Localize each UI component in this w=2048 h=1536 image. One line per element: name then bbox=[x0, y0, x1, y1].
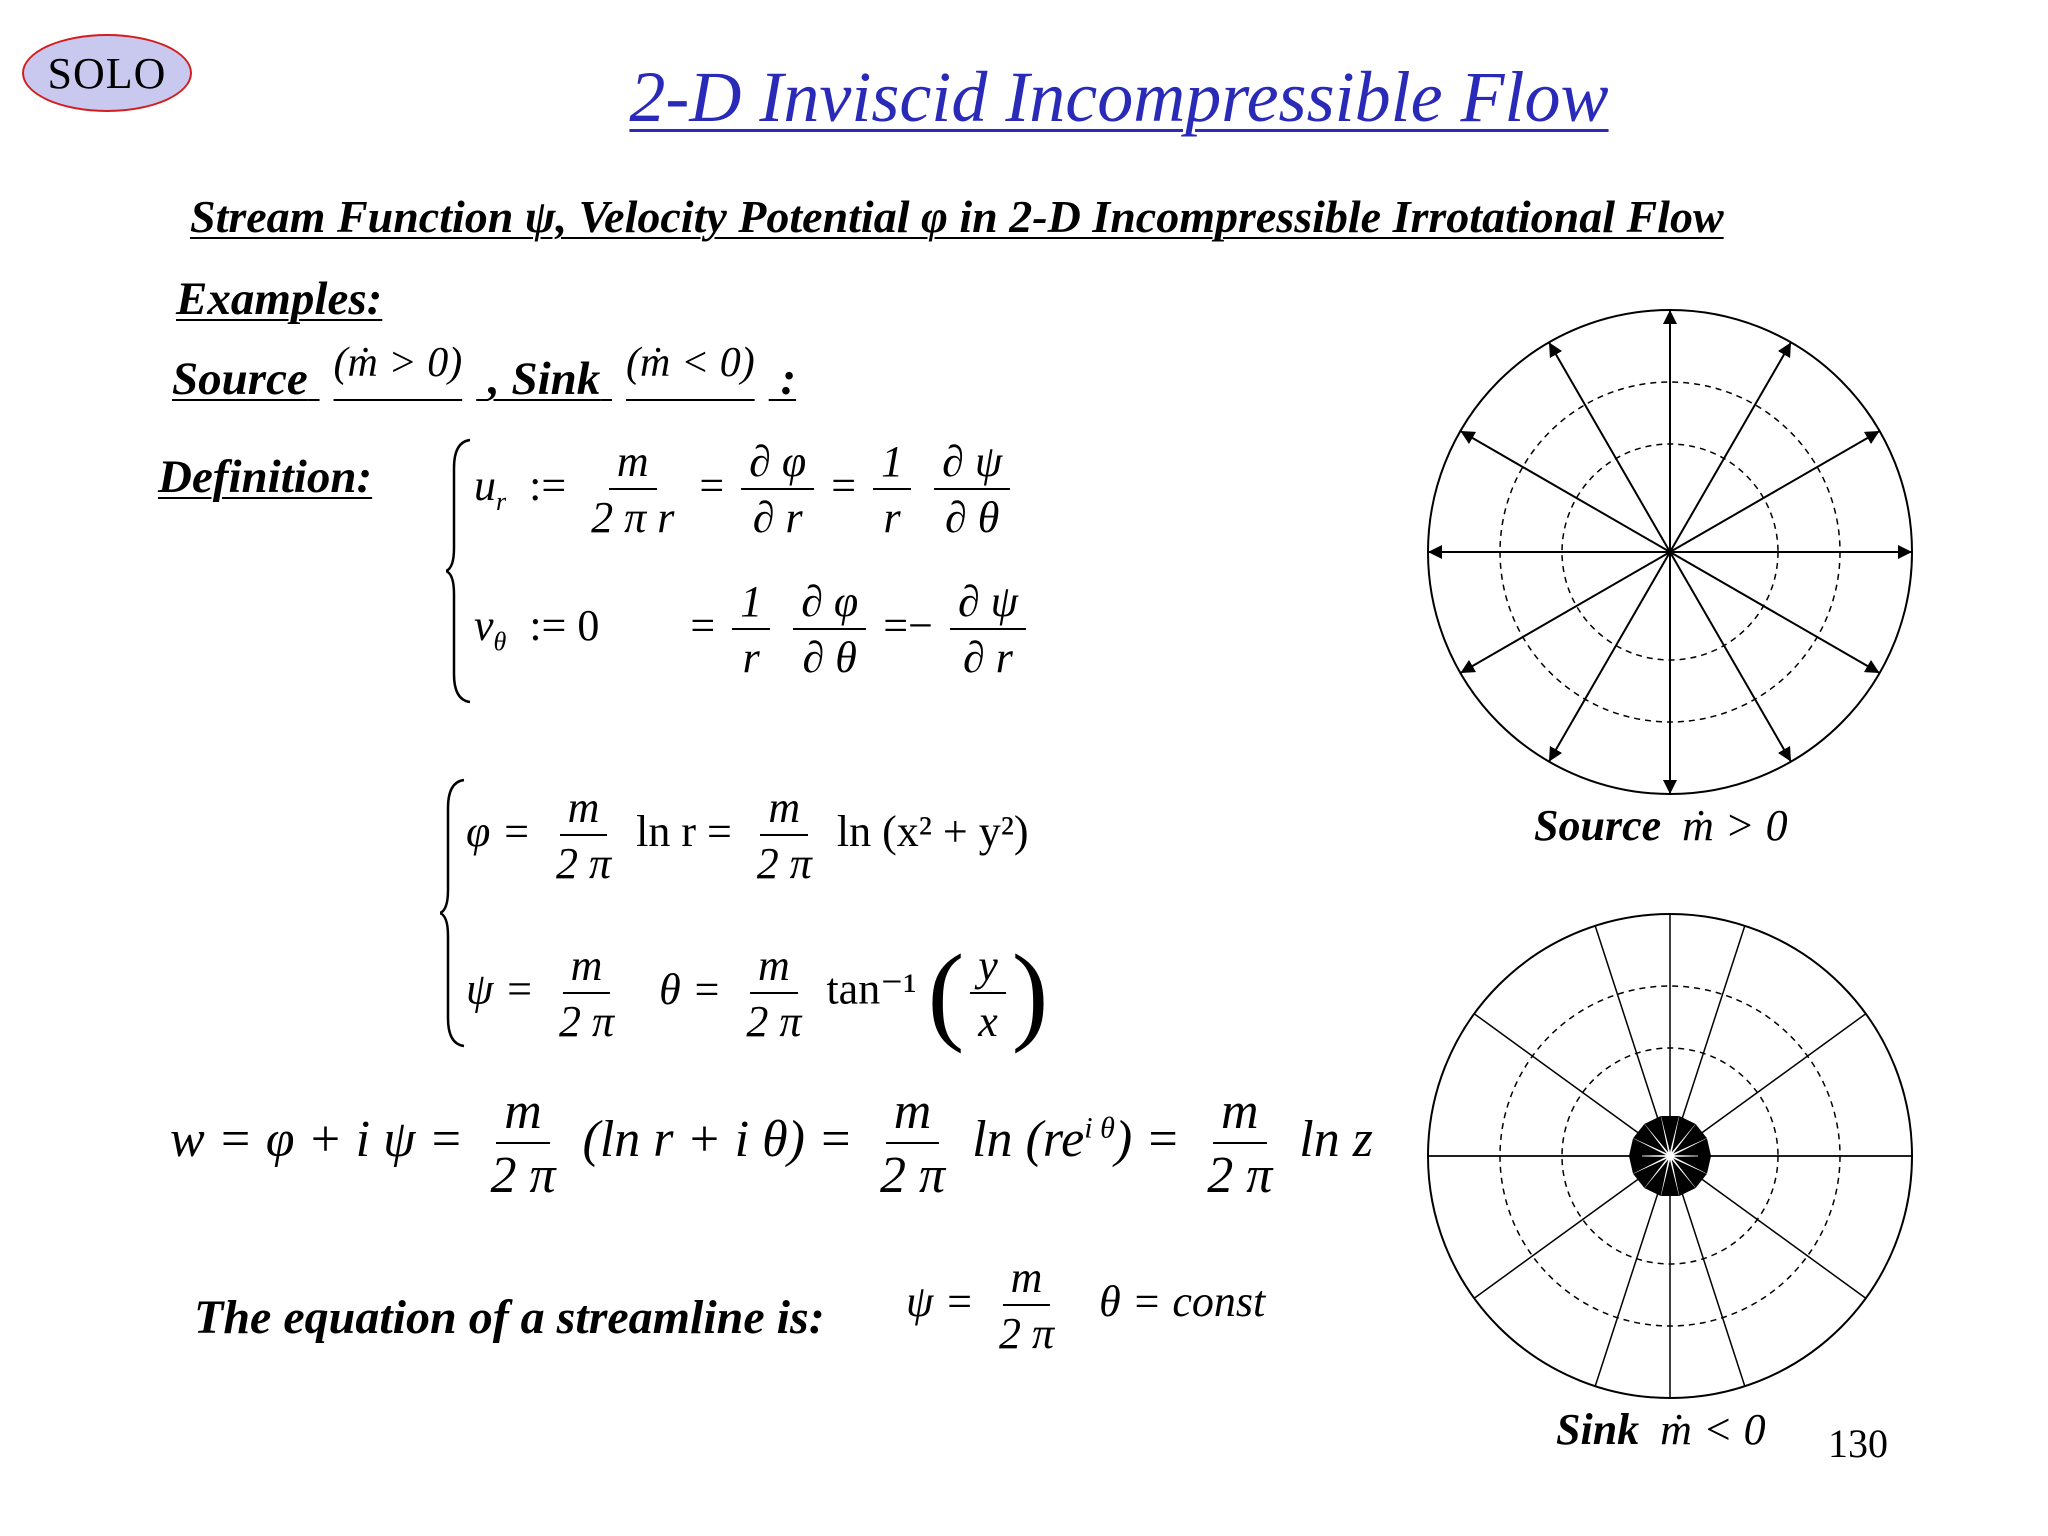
num: ∂ φ bbox=[741, 440, 814, 490]
num: m bbox=[1003, 1256, 1051, 1306]
den: 2 π bbox=[746, 996, 802, 1046]
sink-ray bbox=[1595, 1183, 1661, 1387]
sink-diagram bbox=[1420, 906, 1920, 1406]
den: 2 π bbox=[1207, 1147, 1273, 1204]
phi-fraction-2 bbox=[749, 783, 820, 888]
vtheta-assign: := 0 bbox=[529, 601, 600, 651]
ur-fraction-m-2pir bbox=[583, 437, 682, 542]
ur-fraction-1-r bbox=[873, 437, 911, 542]
den: 2 π bbox=[556, 839, 612, 888]
psi-fraction-y-x bbox=[970, 940, 1006, 1046]
phi-mid: ln r = bbox=[636, 807, 732, 857]
source-caption-word: Source bbox=[1534, 801, 1662, 850]
num: m bbox=[1213, 1086, 1267, 1144]
sink-ray bbox=[1474, 1172, 1647, 1298]
source-caption-condition: ṁ > 0 bbox=[1682, 801, 1788, 850]
sink-ray bbox=[1693, 1014, 1866, 1140]
title-text: 2-D Inviscid Incompressible Flow bbox=[629, 57, 1609, 137]
den: ∂ r bbox=[752, 493, 803, 542]
den: ∂ r bbox=[963, 633, 1013, 682]
sink-caption-word: Sink bbox=[1556, 1405, 1640, 1454]
equation-ur: $u_r$ := $\frac{m}{\text{2 π r}}$ = $\frac{\partial \varphi}{\partial r}$ = $\frac{1}{r}$ $\frac{\partial \psi}{\partial \theta}$ bbox=[474, 440, 1016, 540]
w-lhs: w = φ + i ψ = bbox=[170, 1110, 464, 1168]
num: m bbox=[609, 440, 657, 490]
vtheta-symbol: v bbox=[474, 601, 494, 651]
ur-subscript: r bbox=[496, 486, 507, 516]
den: 2 π bbox=[880, 1147, 946, 1204]
vtheta-subscript: θ bbox=[493, 626, 507, 656]
w-fraction-2 bbox=[872, 1083, 953, 1204]
psi-arctan: tan⁻¹ bbox=[826, 964, 917, 1014]
source-word: Source bbox=[172, 353, 308, 405]
num: ∂ φ bbox=[793, 580, 866, 630]
source-diagram bbox=[1420, 302, 1920, 802]
ur-fraction-dpsi-dtheta bbox=[934, 437, 1010, 542]
w-fraction-1 bbox=[482, 1083, 563, 1204]
sink-word: , Sink bbox=[487, 353, 601, 405]
vtheta-fraction-dpsi-dr bbox=[950, 577, 1026, 682]
den: ∂ θ bbox=[944, 493, 1000, 542]
definition-brace bbox=[446, 438, 476, 704]
vtheta-minus: − bbox=[908, 601, 933, 651]
subtitle: Stream Function ψ, Velocity Potential φ in 2-D Incompressible Irrotational Flow bbox=[190, 191, 1724, 242]
sink-caption bbox=[1556, 1404, 1766, 1455]
w-part-1: (ln r + i θ) = bbox=[582, 1110, 854, 1168]
sink-caption-condition: ṁ < 0 bbox=[1660, 1405, 1766, 1454]
w-part-2: ln (re bbox=[972, 1110, 1085, 1168]
psi-lhs: ψ = bbox=[466, 964, 535, 1014]
streamline-fraction bbox=[991, 1253, 1062, 1358]
source-condition: (ṁ > 0) bbox=[333, 340, 463, 386]
w-tail: ln z bbox=[1299, 1110, 1373, 1168]
source-caption bbox=[1534, 800, 1788, 851]
streamline-tail: θ = const bbox=[1099, 1277, 1266, 1327]
logo-text: SOLO bbox=[47, 48, 167, 98]
sink-ray bbox=[1474, 1014, 1647, 1140]
w-fraction-3 bbox=[1199, 1083, 1280, 1204]
den: 2 π r bbox=[591, 493, 675, 542]
psi-fraction-1 bbox=[551, 940, 622, 1046]
num: ∂ ψ bbox=[950, 580, 1026, 630]
phi-fraction-1 bbox=[548, 783, 619, 888]
num: ∂ ψ bbox=[934, 440, 1010, 490]
slide-title bbox=[0, 56, 2048, 139]
den: r bbox=[883, 493, 901, 542]
sink-rays bbox=[1428, 914, 1912, 1398]
source-sink-heading bbox=[172, 340, 797, 406]
sink-ray bbox=[1679, 1183, 1745, 1387]
ur-symbol: u bbox=[474, 461, 496, 511]
source-ray bbox=[1670, 342, 1791, 552]
equation-vtheta: $v_\theta$ := 0 = $\frac{1}{r}$ $\frac{\partial \varphi}{\partial \theta}$ =− $\frac{\partial \psi}{\partial r}$ bbox=[474, 580, 1032, 680]
den: 2 π bbox=[490, 1147, 556, 1204]
den: ∂ θ bbox=[802, 633, 857, 682]
num: 1 bbox=[873, 440, 911, 490]
source-rays bbox=[1428, 310, 1912, 794]
page-number: 130 bbox=[1828, 1421, 1888, 1466]
examples-label: Examples: bbox=[176, 273, 383, 325]
streamline-lhs: ψ = bbox=[906, 1277, 975, 1327]
ur-fraction-dphi-dr bbox=[741, 437, 814, 542]
sink-condition: (ṁ < 0) bbox=[626, 340, 755, 386]
num: m bbox=[886, 1086, 940, 1144]
equation-w bbox=[170, 1083, 1373, 1204]
num: 1 bbox=[732, 580, 770, 630]
vtheta-fraction-dphi-dtheta bbox=[793, 577, 866, 682]
heading-colon: : bbox=[780, 353, 797, 405]
vtheta-fraction-1-r bbox=[732, 577, 770, 682]
den: r bbox=[742, 633, 760, 682]
phi-lhs: φ = bbox=[466, 807, 532, 857]
streamline-label: The equation of a streamline is: bbox=[194, 1291, 825, 1344]
w-exponent: i θ bbox=[1084, 1111, 1115, 1145]
num: m bbox=[496, 1086, 550, 1144]
den: 2 π bbox=[756, 839, 812, 888]
source-ray bbox=[1670, 552, 1791, 762]
source-ray bbox=[1549, 342, 1670, 552]
w-part-3: ) = bbox=[1114, 1110, 1181, 1168]
den: x bbox=[978, 996, 998, 1046]
ur-assign: := bbox=[529, 461, 567, 511]
num: m bbox=[760, 786, 808, 836]
den: 2 π bbox=[999, 1309, 1055, 1358]
num: m bbox=[560, 786, 608, 836]
equation-psi: ψ = $\frac{m}{2 \pi}$ θ = $\frac{m}{2 \pi}$ tan⁻¹ ( $\frac{y}{x}$ ) bbox=[466, 932, 1049, 1054]
psi-fraction-2 bbox=[738, 940, 809, 1046]
num: m bbox=[563, 944, 611, 994]
equation-streamline bbox=[906, 1253, 1266, 1358]
psi-mid: θ = bbox=[659, 964, 722, 1014]
sink-ray bbox=[1679, 926, 1745, 1130]
equation-phi bbox=[466, 783, 1029, 888]
sink-ray bbox=[1595, 926, 1661, 1130]
source-ray bbox=[1549, 552, 1670, 762]
den: 2 π bbox=[559, 996, 615, 1046]
phi-tail: ln (x² + y²) bbox=[836, 807, 1029, 857]
sink-ray bbox=[1693, 1172, 1866, 1298]
num: y bbox=[970, 944, 1006, 994]
num: m bbox=[750, 944, 798, 994]
definition-label: Definition: bbox=[158, 451, 373, 503]
